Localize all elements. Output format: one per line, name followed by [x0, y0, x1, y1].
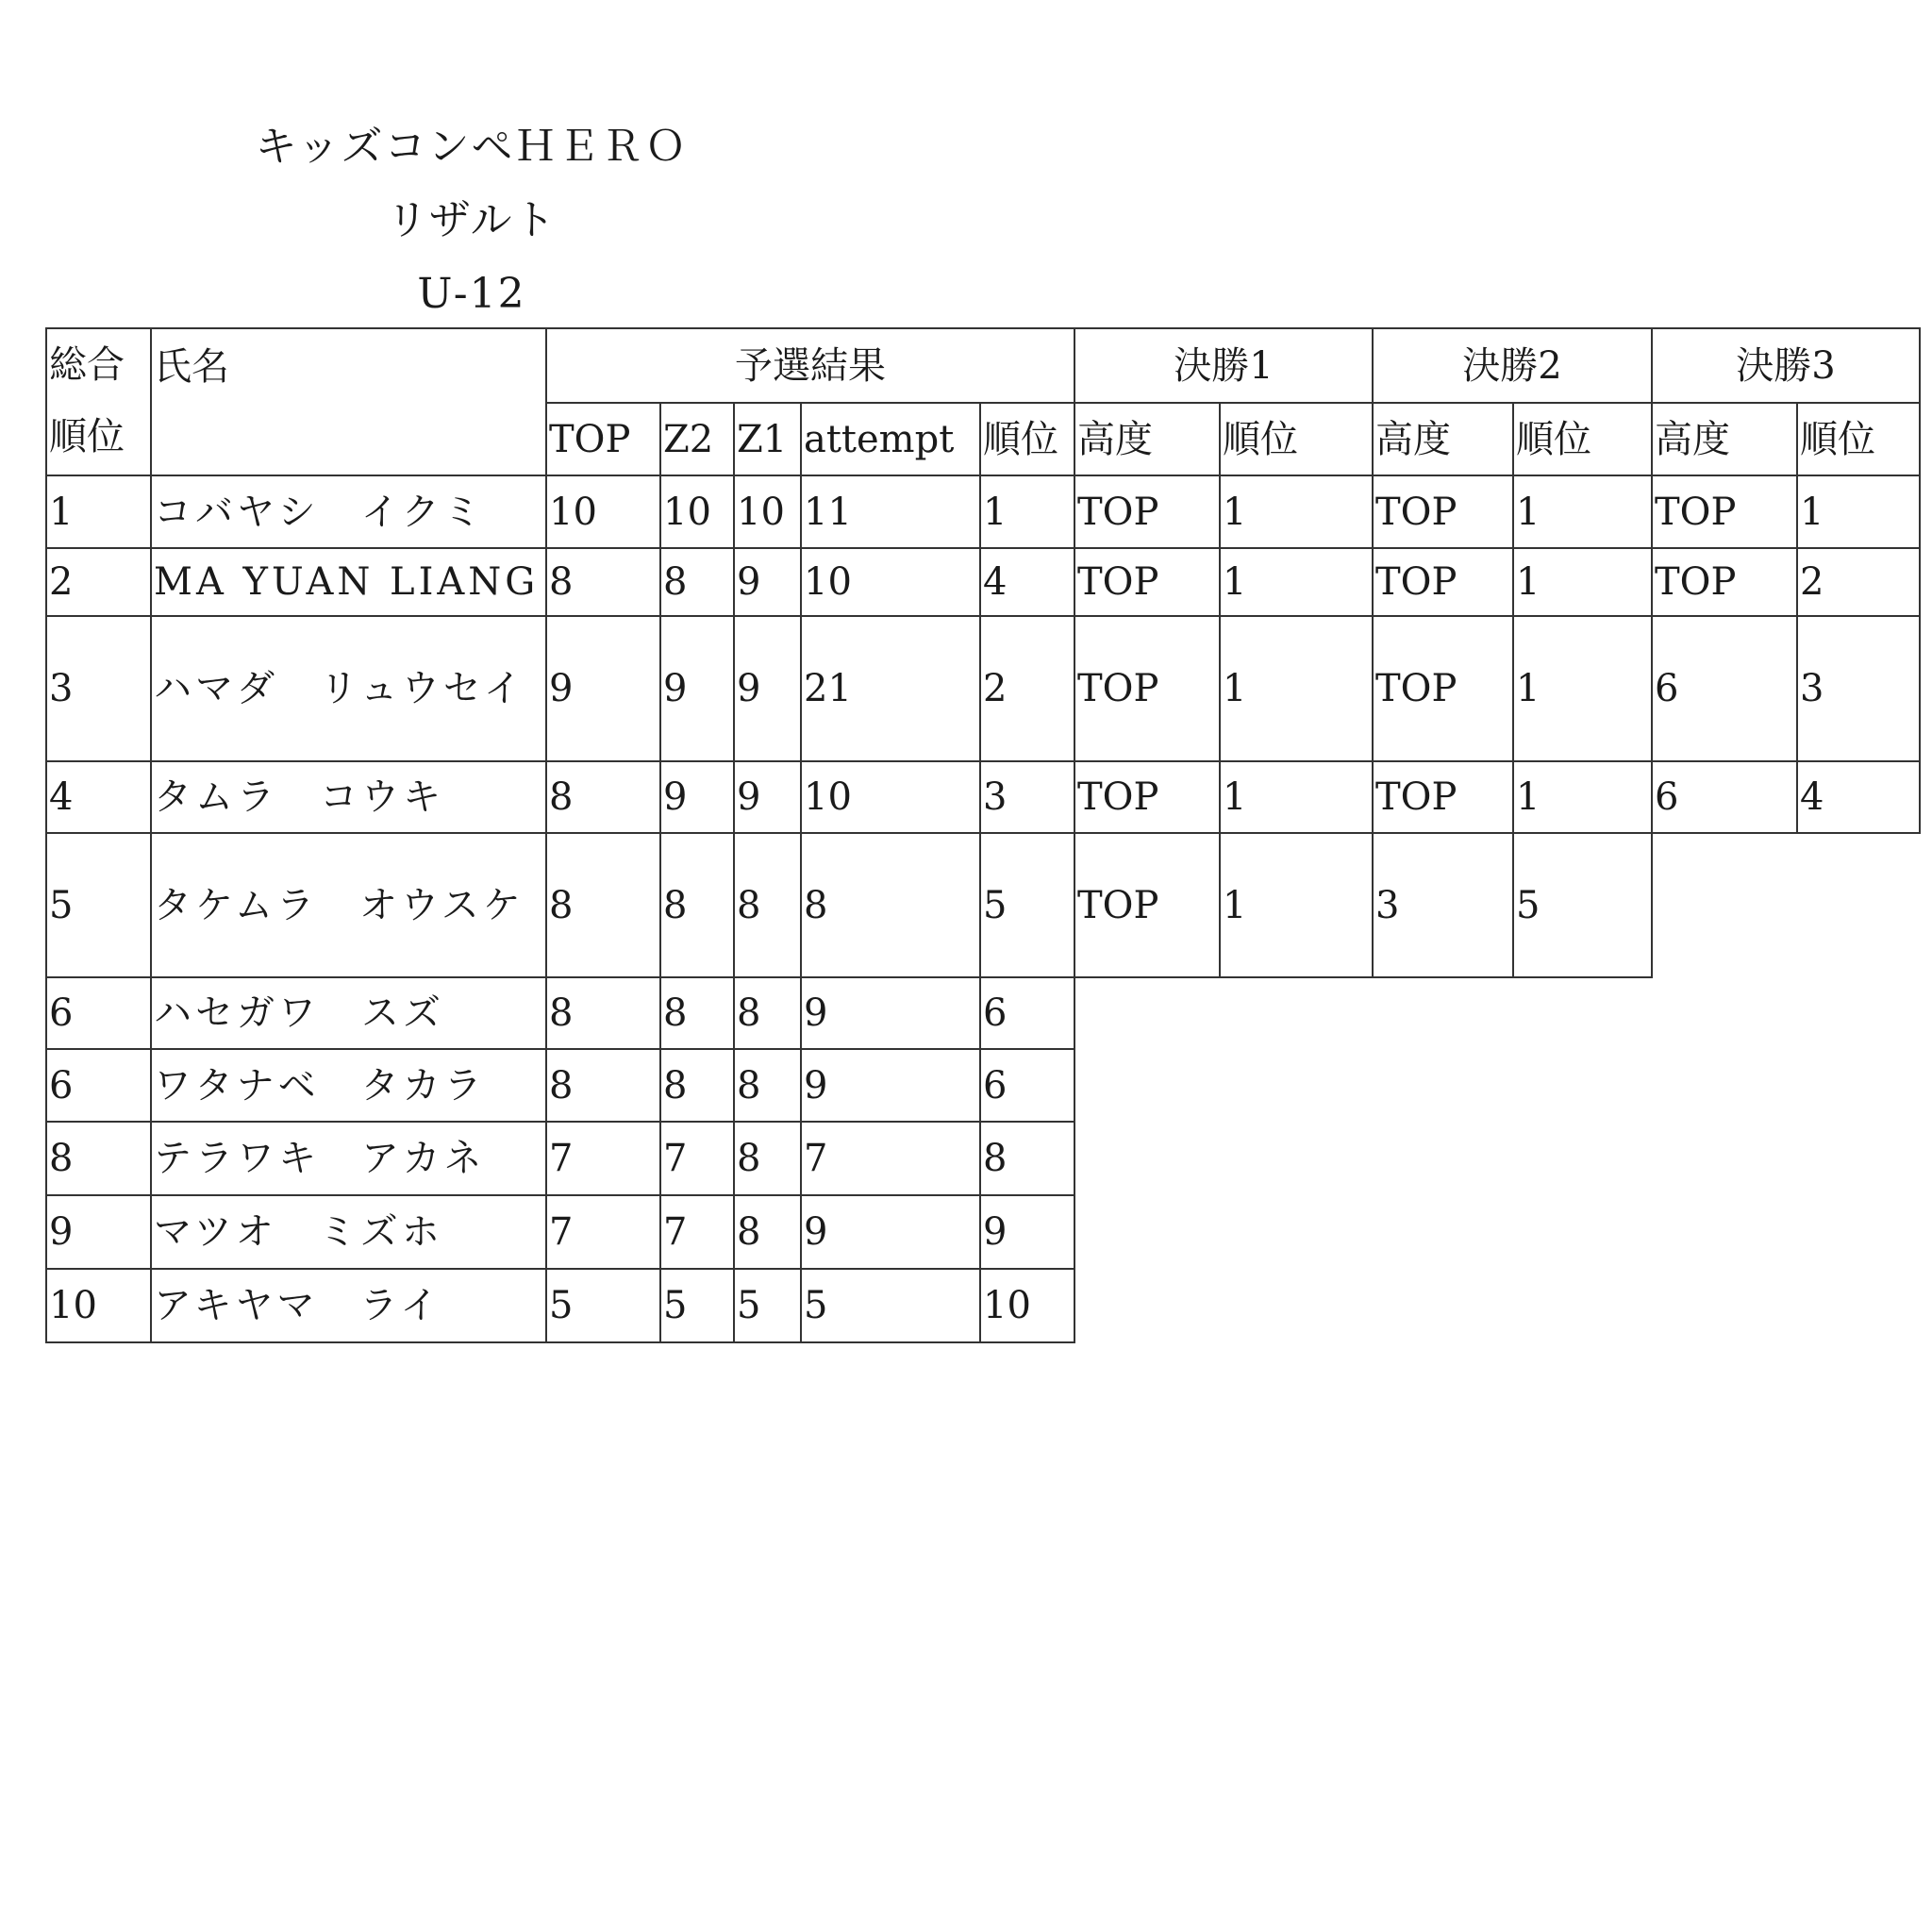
- qualifier-z1-cell: 5: [733, 1268, 802, 1343]
- header-final1: 決勝1: [1074, 327, 1374, 404]
- qualifier-attempt-cell: 9: [800, 1048, 981, 1123]
- header-top: TOP: [545, 402, 661, 476]
- page-subtitle: リザルト: [386, 196, 558, 244]
- final3-rank-cell: 2: [1796, 547, 1921, 617]
- final3-rank-cell: 3: [1796, 615, 1921, 762]
- overall-rank-cell: 9: [45, 1194, 152, 1270]
- qualifier-z2-cell: 8: [659, 547, 735, 617]
- final1-height-cell: TOP: [1074, 547, 1221, 617]
- athlete-name-cell: MA YUAN LIANG: [150, 547, 547, 617]
- final2-height-cell: 3: [1372, 832, 1514, 978]
- qualifier-rank-cell: 1: [979, 475, 1075, 549]
- overall-rank-cell: 6: [45, 976, 152, 1050]
- overall-rank-cell: 2: [45, 547, 152, 617]
- final3-height-cell: TOP: [1651, 475, 1798, 549]
- qualifier-z1-cell: 9: [733, 615, 802, 762]
- final2-height-cell: TOP: [1372, 475, 1514, 549]
- qualifier-z2-cell: 7: [659, 1121, 735, 1196]
- category-label: U-12: [417, 270, 526, 318]
- qualifier-z2-cell: 9: [659, 760, 735, 834]
- overall-rank-cell: 6: [45, 1048, 152, 1123]
- qualifier-attempt-cell: 11: [800, 475, 981, 549]
- qualifier-rank-cell: 6: [979, 1048, 1075, 1123]
- header-overall-rank: 総合 順位: [45, 327, 152, 476]
- qualifier-z1-cell: 8: [733, 1048, 802, 1123]
- final2-rank-cell: 1: [1512, 475, 1653, 549]
- overall-rank-cell: 10: [45, 1268, 152, 1343]
- qualifier-top-cell: 9: [545, 615, 661, 762]
- qualifier-top-cell: 8: [545, 1048, 661, 1123]
- overall-rank-cell: 3: [45, 615, 152, 762]
- final3-rank-cell: 1: [1796, 475, 1921, 549]
- final1-rank-cell: 1: [1219, 760, 1374, 834]
- qualifier-z1-cell: 8: [733, 1194, 802, 1270]
- qualifier-z1-cell: 9: [733, 547, 802, 617]
- athlete-name-cell: タケムラ オウスケ: [150, 832, 547, 978]
- final3-height-cell: 6: [1651, 615, 1798, 762]
- final1-rank-cell: 1: [1219, 832, 1374, 978]
- qualifier-z1-cell: 10: [733, 475, 802, 549]
- final1-height-cell: TOP: [1074, 832, 1221, 978]
- final2-rank-cell: 1: [1512, 547, 1653, 617]
- qualifier-top-cell: 8: [545, 976, 661, 1050]
- final2-height-cell: TOP: [1372, 760, 1514, 834]
- athlete-name-cell: ハマダ リュウセイ: [150, 615, 547, 762]
- header-qualifier: 予選結果: [545, 327, 1075, 404]
- qualifier-attempt-cell: 9: [800, 1194, 981, 1270]
- final1-rank-cell: 1: [1219, 547, 1374, 617]
- qualifier-attempt-cell: 8: [800, 832, 981, 978]
- qualifier-z2-cell: 10: [659, 475, 735, 549]
- qualifier-attempt-cell: 9: [800, 976, 981, 1050]
- athlete-name-cell: マツオ ミズホ: [150, 1194, 547, 1270]
- header-f2-height: 高度: [1372, 402, 1514, 476]
- qualifier-attempt-cell: 21: [800, 615, 981, 762]
- header-f2-rank: 順位: [1512, 402, 1653, 476]
- final3-height-cell: TOP: [1651, 547, 1798, 617]
- qualifier-z2-cell: 5: [659, 1268, 735, 1343]
- qualifier-z2-cell: 8: [659, 1048, 735, 1123]
- qualifier-top-cell: 10: [545, 475, 661, 549]
- athlete-name-cell: テラワキ アカネ: [150, 1121, 547, 1196]
- final3-rank-cell: 4: [1796, 760, 1921, 834]
- athlete-name-cell: ワタナベ タカラ: [150, 1048, 547, 1123]
- header-f3-rank: 順位: [1796, 402, 1921, 476]
- header-f3-height: 高度: [1651, 402, 1798, 476]
- qualifier-rank-cell: 6: [979, 976, 1075, 1050]
- final2-rank-cell: 5: [1512, 832, 1653, 978]
- qualifier-attempt-cell: 10: [800, 760, 981, 834]
- header-final2: 決勝2: [1372, 327, 1653, 404]
- final1-rank-cell: 1: [1219, 475, 1374, 549]
- athlete-name-cell: コバヤシ イクミ: [150, 475, 547, 549]
- athlete-name-cell: タムラ コウキ: [150, 760, 547, 834]
- header-z1: Z1: [733, 402, 802, 476]
- qualifier-z1-cell: 8: [733, 832, 802, 978]
- overall-rank-cell: 4: [45, 760, 152, 834]
- qualifier-rank-cell: 2: [979, 615, 1075, 762]
- qualifier-attempt-cell: 7: [800, 1121, 981, 1196]
- qualifier-top-cell: 5: [545, 1268, 661, 1343]
- qualifier-z2-cell: 8: [659, 832, 735, 978]
- final1-height-cell: TOP: [1074, 475, 1221, 549]
- athlete-name-cell: ハセガワ スズ: [150, 976, 547, 1050]
- qualifier-rank-cell: 4: [979, 547, 1075, 617]
- qualifier-z2-cell: 9: [659, 615, 735, 762]
- header-f1-rank: 順位: [1219, 402, 1374, 476]
- overall-rank-cell: 5: [45, 832, 152, 978]
- header-z2: Z2: [659, 402, 735, 476]
- qualifier-z2-cell: 8: [659, 976, 735, 1050]
- header-final3: 決勝3: [1651, 327, 1921, 404]
- final3-height-cell: 6: [1651, 760, 1798, 834]
- athlete-name-cell: アキヤマ ライ: [150, 1268, 547, 1343]
- final1-height-cell: TOP: [1074, 760, 1221, 834]
- overall-rank-cell: 1: [45, 475, 152, 549]
- qualifier-z1-cell: 9: [733, 760, 802, 834]
- qualifier-z1-cell: 8: [733, 976, 802, 1050]
- qualifier-rank-cell: 5: [979, 832, 1075, 978]
- qualifier-rank-cell: 9: [979, 1194, 1075, 1270]
- overall-rank-cell: 8: [45, 1121, 152, 1196]
- header-f1-height: 高度: [1074, 402, 1221, 476]
- qualifier-z1-cell: 8: [733, 1121, 802, 1196]
- qualifier-attempt-cell: 10: [800, 547, 981, 617]
- header-qualifier-rank: 順位: [979, 402, 1075, 476]
- qualifier-top-cell: 7: [545, 1121, 661, 1196]
- qualifier-rank-cell: 10: [979, 1268, 1075, 1343]
- page-title: キッズコンペＨＥＲＯ: [255, 123, 689, 171]
- qualifier-rank-cell: 3: [979, 760, 1075, 834]
- qualifier-top-cell: 7: [545, 1194, 661, 1270]
- qualifier-rank-cell: 8: [979, 1121, 1075, 1196]
- header-attempt: attempt: [800, 402, 981, 476]
- qualifier-top-cell: 8: [545, 760, 661, 834]
- final2-rank-cell: 1: [1512, 760, 1653, 834]
- header-name: 氏名: [150, 327, 547, 476]
- final1-rank-cell: 1: [1219, 615, 1374, 762]
- final1-height-cell: TOP: [1074, 615, 1221, 762]
- final2-height-cell: TOP: [1372, 615, 1514, 762]
- qualifier-z2-cell: 7: [659, 1194, 735, 1270]
- qualifier-attempt-cell: 5: [800, 1268, 981, 1343]
- qualifier-top-cell: 8: [545, 832, 661, 978]
- qualifier-top-cell: 8: [545, 547, 661, 617]
- final2-height-cell: TOP: [1372, 547, 1514, 617]
- final2-rank-cell: 1: [1512, 615, 1653, 762]
